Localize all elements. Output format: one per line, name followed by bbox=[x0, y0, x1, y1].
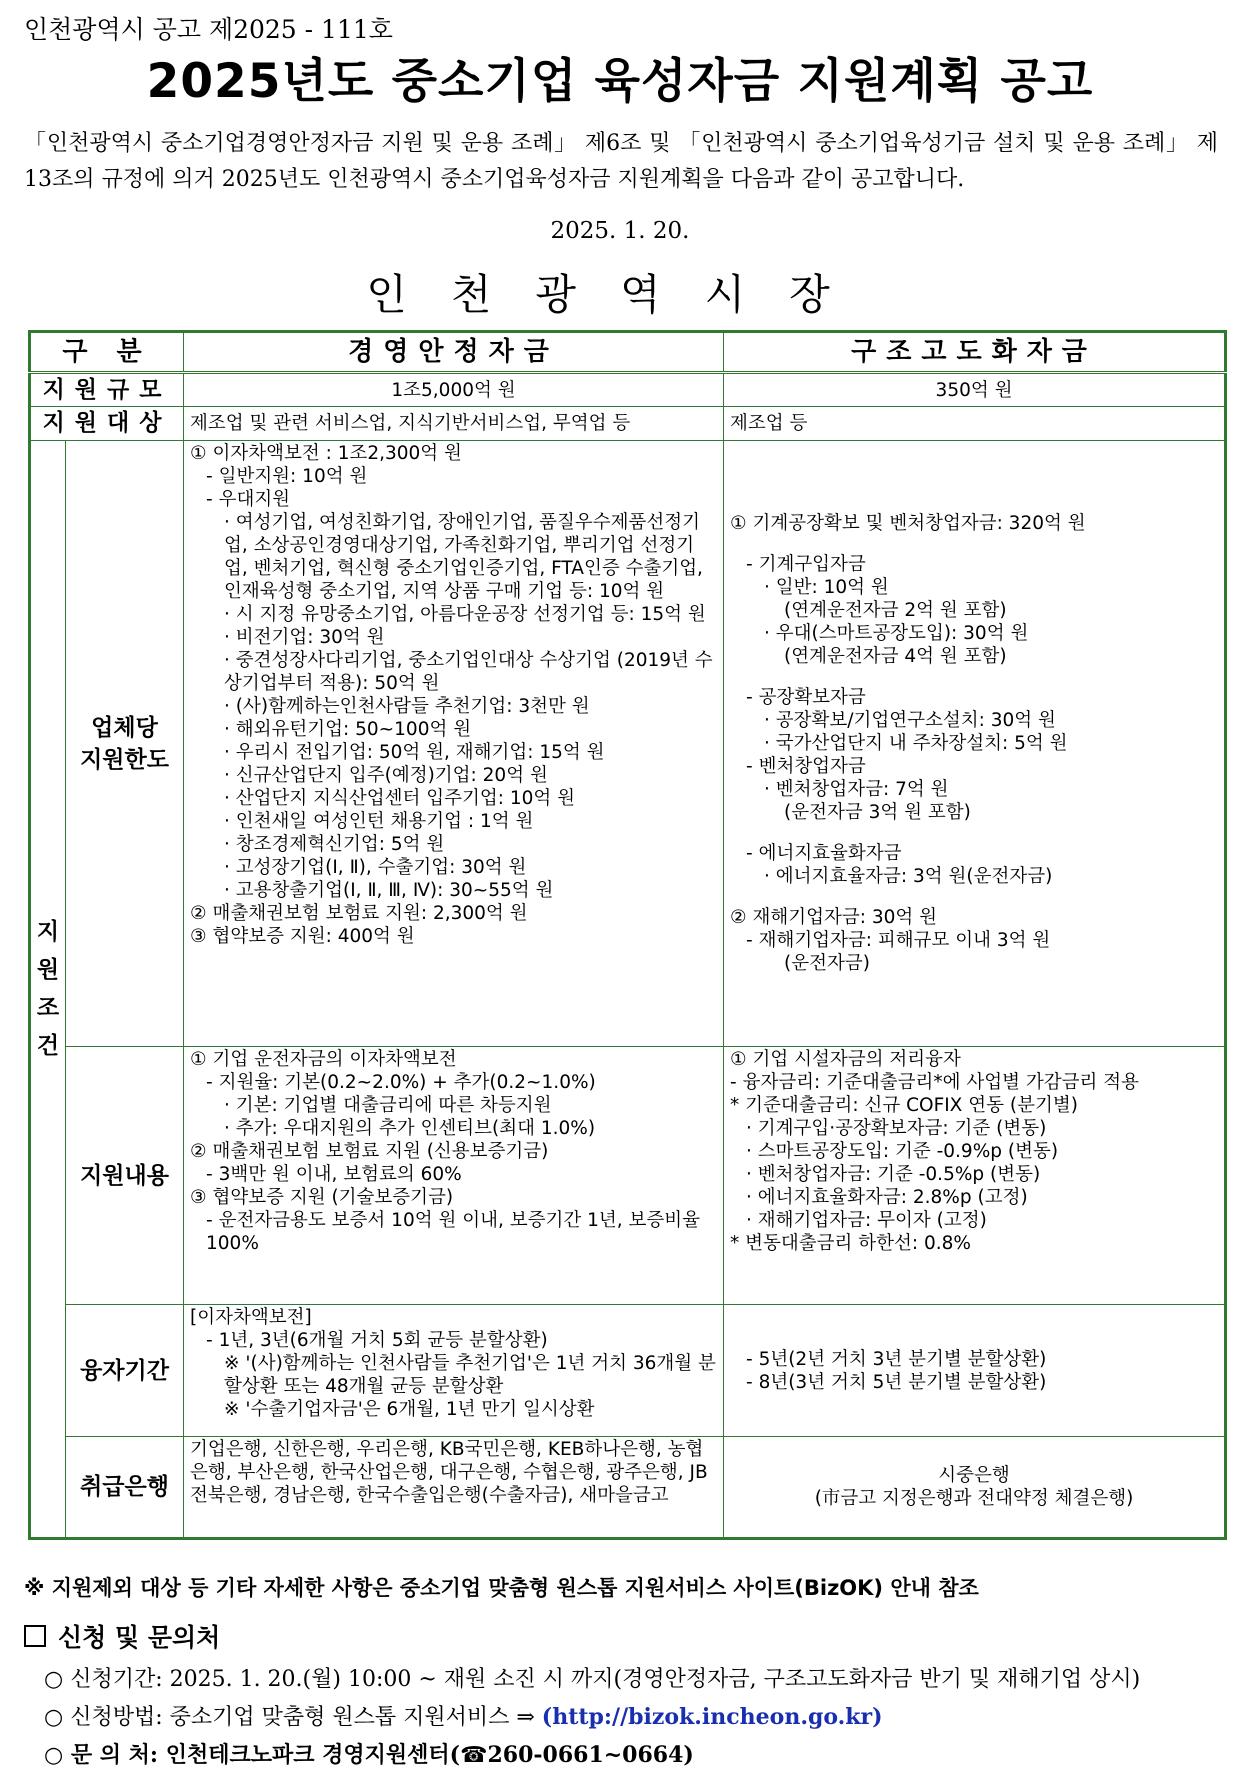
limit-management bbox=[184, 441, 724, 1047]
list-item: · 에너지효율자금: 3억 원(운전자금) bbox=[764, 866, 1053, 887]
apply-method: ○ 신청방법: 중소기업 맞춤형 원스톱 지원서비스 ⇒ (http://bizok.incheon.go.kr) bbox=[44, 1704, 883, 1730]
list-item: ① 기업 시설자금의 저리융자 bbox=[730, 1049, 961, 1070]
list-item bbox=[730, 668, 1218, 686]
list-item: ① 이자차액보전 : 1조2,300억 원 bbox=[190, 443, 462, 464]
list-item: - 1년, 3년(6개월 거치 5회 균등 분할상환) bbox=[206, 1330, 548, 1351]
checkbox-square-icon bbox=[24, 1625, 46, 1647]
list-item: ③ 협약보증 지원: 400억 원 bbox=[190, 926, 415, 947]
list-item: ② 매출채권보험 보험료 지원: 2,300억 원 bbox=[190, 903, 528, 924]
apply-contact: ○ 문 의 처: 인천테크노파크 경영지원센터(☎260-0661~0664) bbox=[44, 1742, 694, 1768]
list-item: · 우대(스마트공장도입): 30억 원 bbox=[764, 623, 1029, 644]
list-item: (운전자금) bbox=[784, 953, 870, 974]
list-item: (운전자금 3억 원 포함) bbox=[784, 802, 971, 823]
list-item: ① 기업 운전자금의 이자차액보전 bbox=[190, 1049, 457, 1070]
header-restructuring-fund: 구조고도화자금 bbox=[724, 332, 1226, 373]
list-item: · 추가: 우대지원의 추가 인센티브(최대 1.0%) bbox=[224, 1118, 596, 1139]
list-item: · 비전기업: 30억 원 bbox=[224, 627, 385, 648]
banks-management: 기업은행, 신한은행, 우리은행, KB국민은행, KEB하나은행, 농협은행, 부산은행, 한국산업은행, 대구은행, 수협은행, 광주은행, JB전북은행, 경남은행, 한국수출입은행(수출자금), 새마을금고 bbox=[184, 1437, 724, 1539]
list-item: - 에너지효율화자금 bbox=[746, 843, 902, 864]
list-item: · 우리시 전입기업: 50억 원, 재해기업: 15억 원 bbox=[224, 742, 605, 763]
list-item: · 중견성장사다리기업, 중소기업인대상 수상기업 (2019년 수상기업부터 적용): 50억 원 bbox=[224, 650, 713, 694]
list-item: · 에너지효율화자금: 2.8%p (고정) bbox=[746, 1187, 1028, 1208]
table-row bbox=[30, 1305, 1226, 1437]
list-item: · 시 지정 유망중소기업, 아름다운공장 선정기업 등: 15억 원 bbox=[224, 604, 706, 625]
list-item: · 벤처창업자금: 7억 원 bbox=[764, 779, 949, 800]
row-label-target: 지원대상 bbox=[30, 407, 184, 441]
list-item: ② 재해기업자금: 30억 원 bbox=[730, 907, 937, 928]
list-item: · 재해기업자금: 무이자 (고정) bbox=[746, 1210, 987, 1231]
table-row bbox=[30, 441, 1226, 1047]
row-label-limit: 업체당 지원한도 bbox=[66, 441, 184, 1047]
list-item: ① 기계공장확보 및 벤처창업자금: 320억 원 bbox=[730, 513, 1086, 534]
apply-section-title: 신청 및 문의처 bbox=[24, 1618, 220, 1654]
content-restructuring bbox=[724, 1047, 1226, 1305]
list-item: - 벤처창업자금 bbox=[746, 756, 866, 777]
scale-management: 1조5,000억 원 bbox=[184, 373, 724, 407]
list-item: · 여성기업, 여성친화기업, 장애인기업, 품질우수제품선정기업, 소상공인경영대상기업, 가족친화기업, 뿌리기업 선정기업, 벤처기업, 혁신형 중소기업인증기업, FTA인증 수출기업, 인재육성형 중소기업, 지역 상품 구매 기업 등: 10억 원 bbox=[224, 512, 703, 602]
list-item: - 5년(2년 거치 3년 분기별 분할상환) bbox=[746, 1348, 1047, 1370]
list-item: ② 매출채권보험 보험료 지원 (신용보증기금) bbox=[190, 1141, 549, 1162]
list-item: ③ 협약보증 지원 (기술보증기금) bbox=[190, 1187, 454, 1208]
conditions-label-text: 지 원 조 건 bbox=[36, 919, 60, 1059]
scale-restructuring: 350억 원 bbox=[724, 373, 1226, 407]
table-row bbox=[30, 373, 1226, 407]
row-label-content: 지원내용 bbox=[66, 1047, 184, 1305]
table-row bbox=[30, 1437, 1226, 1539]
issuer-signature: 인천광역시장 bbox=[366, 270, 874, 319]
banks-restructuring: 시중은행 (市금고 지정은행과 전대약정 체결은행) bbox=[724, 1437, 1226, 1539]
content-management bbox=[184, 1047, 724, 1305]
target-restructuring: 제조업 등 bbox=[724, 407, 1226, 441]
intro-paragraph: 「인천광역시 중소기업경영안정자금 지원 및 운용 조례」 제6조 및 「인천광역시 중소기업육성기금 설치 및 운용 조례」 제13조의 규정에 의거 2025년도 인천광역시 중소기업육성자금 지원계획을 다음과 같이 공고합니다. bbox=[24, 131, 1218, 192]
list-item: ※ '(사)함께하는 인천사람들 추천기업'은 1년 거치 36개월 분할상환 또는 48개월 균등 분할상환 bbox=[224, 1353, 716, 1397]
list-item: · 신규산업단지 입주(예정)기업: 20억 원 bbox=[224, 765, 548, 786]
list-item: - 8년(3년 거치 5년 분기별 분할상환) bbox=[746, 1371, 1047, 1393]
limit-restructuring bbox=[724, 441, 1226, 1047]
list-item: · 인천새일 여성인턴 채용기업 : 1억 원 bbox=[224, 811, 534, 832]
list-item bbox=[730, 824, 1218, 842]
header-management-fund: 경영안정자금 bbox=[184, 332, 724, 373]
apply-period: ○ 신청기간: 2025. 1. 20.(월) 10:00 ~ 재원 소진 시 까지(경영안정자금, 구조고도화자금 반기 및 재해기업 상시) bbox=[44, 1667, 1141, 1692]
list-item: · 국가산업단지 내 주차장설치: 5억 원 bbox=[764, 733, 1068, 754]
list-item: [이자차액보전] bbox=[190, 1307, 312, 1328]
period-restructuring bbox=[724, 1305, 1226, 1437]
list-item: · 고성장기업(Ⅰ, Ⅱ), 수출기업: 30억 원 bbox=[224, 857, 527, 878]
period-management bbox=[184, 1305, 724, 1437]
list-item: - 융자금리: 기준대출금리*에 사업별 가감금리 적용 bbox=[730, 1072, 1139, 1093]
list-item: - 우대지원 bbox=[206, 489, 291, 510]
list-item: · 벤처창업자금: 기준 -0.5%p (변동) bbox=[746, 1164, 1041, 1185]
header-category: 구 분 bbox=[30, 332, 184, 373]
list-item: · (사)함께하는인천사람들 추천기업: 3천만 원 bbox=[224, 696, 590, 717]
list-item: * 변동대출금리 하한선: 0.8% bbox=[730, 1233, 971, 1254]
list-item: · 산업단지 지식산업센터 입주기업: 10억 원 bbox=[224, 788, 576, 809]
list-item: · 일반: 10억 원 bbox=[764, 577, 889, 598]
list-item: - 일반지원: 10억 원 bbox=[206, 466, 368, 487]
list-item: · 창조경제혁신기업: 5억 원 bbox=[224, 834, 445, 855]
list-item: · 공장확보/기업연구소설치: 30억 원 bbox=[764, 710, 1056, 731]
notice-number: 인천광역시 공고 제2025 - 111호 bbox=[24, 15, 393, 44]
list-item: * 기준대출금리: 신규 COFIX 연동 (분기별) bbox=[730, 1095, 1078, 1116]
list-item: - 운전자금용도 보증서 10억 원 이내, 보증기간 1년, 보증비율 100% bbox=[206, 1210, 700, 1254]
row-label-scale: 지원규모 bbox=[30, 373, 184, 407]
row-label-period: 융자기간 bbox=[66, 1305, 184, 1437]
list-item: - 지원율: 기본(0.2~2.0%) + 추가(0.2~1.0%) bbox=[206, 1072, 596, 1093]
list-item: · 해외유턴기업: 50~100억 원 bbox=[224, 719, 472, 740]
list-item: ※ '수출기업자금'은 6개월, 1년 만기 일시상환 bbox=[224, 1399, 595, 1420]
list-item bbox=[730, 535, 1218, 553]
list-item: - 재해기업자금: 피해규모 이내 3억 원 bbox=[746, 930, 1051, 951]
list-item bbox=[730, 888, 1218, 906]
table-row bbox=[30, 1047, 1226, 1305]
page-title: 2025년도 중소기업 육성자금 지원계획 공고 bbox=[146, 54, 1094, 109]
notice-date: 2025. 1. 20. bbox=[550, 218, 690, 244]
bizok-link[interactable]: (http://bizok.incheon.go.kr) bbox=[541, 1704, 883, 1730]
footnote: ※ 지원제외 대상 등 기타 자세한 사항은 중소기업 맞춤형 원스톱 지원서비스 사이트(BizOK) 안내 참조 bbox=[24, 1576, 979, 1600]
target-management: 제조업 및 관련 서비스업, 지식기반서비스업, 무역업 등 bbox=[184, 407, 724, 441]
list-item: · 스마트공장도입: 기준 -0.9%p (변동) bbox=[746, 1141, 1059, 1162]
support-plan-table bbox=[28, 330, 1227, 1540]
row-label-conditions bbox=[30, 441, 66, 1539]
list-item: - 공장확보자금 bbox=[746, 687, 866, 708]
list-item: - 기계구입자금 bbox=[746, 554, 866, 575]
list-item: (연계운전자금 4억 원 포함) bbox=[784, 646, 1007, 667]
list-item: · 고용창출기업(Ⅰ, Ⅱ, Ⅲ, Ⅳ): 30~55억 원 bbox=[224, 880, 554, 901]
phone-icon: ☎ bbox=[460, 1743, 488, 1768]
list-item: - 3백만 원 이내, 보험료의 60% bbox=[206, 1164, 462, 1185]
table-header-row bbox=[30, 332, 1226, 373]
row-label-banks: 취급은행 bbox=[66, 1437, 184, 1539]
list-item: · 기본: 기업별 대출금리에 따른 차등지원 bbox=[224, 1095, 552, 1116]
table-row bbox=[30, 407, 1226, 441]
list-item: (연계운전자금 2억 원 포함) bbox=[784, 600, 1007, 621]
list-item: · 기계구입·공장확보자금: 기준 (변동) bbox=[746, 1118, 1047, 1139]
